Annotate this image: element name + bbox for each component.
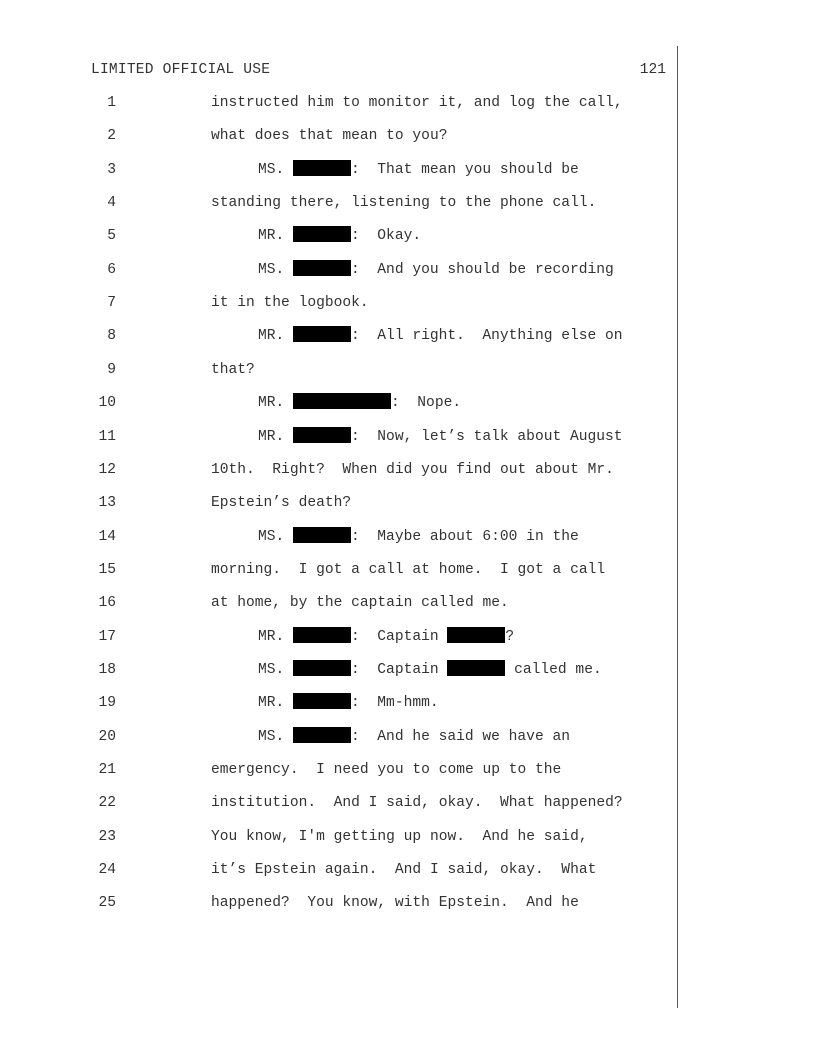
redaction-box bbox=[293, 660, 351, 676]
line-text-segment: MS. bbox=[258, 161, 294, 178]
line-text-segment: : Nope. bbox=[391, 395, 462, 412]
classification-header: LIMITED OFFICIAL USE bbox=[91, 62, 271, 78]
redaction-box bbox=[293, 427, 351, 443]
redaction-box bbox=[293, 160, 351, 176]
line-text bbox=[211, 559, 605, 581]
transcript-line bbox=[0, 225, 680, 247]
line-text bbox=[211, 125, 447, 147]
line-text-segment: MS. bbox=[258, 661, 294, 678]
transcript-line bbox=[0, 859, 680, 881]
transcript-line bbox=[0, 392, 680, 414]
line-number: 16 bbox=[98, 595, 116, 612]
line-text-segment: standing there, listening to the phone call. bbox=[211, 195, 597, 212]
transcript-line bbox=[0, 426, 680, 448]
line-text-segment: emergency. I need you to come up to the bbox=[211, 762, 562, 778]
line-number: 5 bbox=[107, 228, 116, 245]
line-text bbox=[258, 392, 461, 414]
redaction-box bbox=[293, 727, 351, 743]
transcript-line bbox=[0, 192, 680, 214]
line-text-segment: MR. bbox=[258, 695, 294, 712]
line-text bbox=[211, 459, 614, 481]
line-text-segment: it’s Epstein again. And I said, okay. What bbox=[211, 862, 597, 879]
line-number: 3 bbox=[107, 161, 116, 178]
transcript-line bbox=[0, 626, 680, 648]
line-text bbox=[258, 659, 602, 681]
line-text-segment: MS. bbox=[258, 528, 294, 545]
line-text bbox=[211, 759, 561, 781]
line-text-segment: : Maybe about 6:00 in the bbox=[351, 528, 579, 545]
line-number: 22 bbox=[98, 795, 116, 812]
transcript-line bbox=[0, 659, 680, 681]
line-text bbox=[211, 192, 596, 214]
redaction-box bbox=[293, 326, 351, 342]
line-number: 11 bbox=[98, 428, 116, 445]
line-number: 1 bbox=[107, 95, 116, 111]
line-text-segment: : Captain bbox=[351, 628, 448, 645]
page-number: 121 bbox=[639, 62, 666, 78]
line-number: 7 bbox=[107, 295, 116, 312]
line-text bbox=[258, 692, 439, 714]
line-text-segment: : And he said we have an bbox=[351, 728, 570, 745]
line-number: 19 bbox=[98, 695, 116, 712]
transcript-line bbox=[0, 792, 680, 814]
line-text-segment: : Mm-hmm. bbox=[351, 695, 439, 712]
transcript-line bbox=[0, 459, 680, 481]
transcript-line bbox=[0, 492, 680, 514]
transcript-line bbox=[0, 559, 680, 581]
line-text-segment: MR. bbox=[258, 628, 294, 645]
line-text-segment: called me. bbox=[505, 661, 602, 678]
line-text bbox=[211, 892, 579, 914]
line-text-segment: MR. bbox=[258, 228, 294, 245]
redaction-box bbox=[293, 226, 351, 242]
transcript-line bbox=[0, 759, 680, 781]
line-text-segment: : Captain bbox=[351, 661, 448, 678]
transcript-line bbox=[0, 92, 680, 114]
line-text-segment: 10th. Right? When did you find out about Mr. bbox=[211, 461, 614, 478]
line-text-segment: institution. And I said, okay. What happened? bbox=[211, 795, 623, 812]
line-text bbox=[211, 492, 351, 514]
line-text-segment: ? bbox=[505, 628, 515, 645]
redaction-box bbox=[293, 627, 351, 643]
line-text-segment: morning. I got a call at home. I got a call bbox=[211, 561, 606, 578]
line-text bbox=[258, 259, 614, 281]
transcript-line bbox=[0, 692, 680, 714]
line-number: 14 bbox=[98, 528, 116, 545]
line-text-segment: it in the logbook. bbox=[211, 295, 369, 312]
line-text-segment: Epstein’s death? bbox=[211, 495, 352, 512]
line-number: 21 bbox=[98, 762, 116, 778]
line-number: 4 bbox=[107, 195, 116, 212]
line-text-segment: : Now, let’s talk about August bbox=[351, 428, 623, 445]
line-text bbox=[211, 359, 255, 381]
line-number: 13 bbox=[98, 495, 116, 512]
redaction-box bbox=[447, 660, 505, 676]
line-text-segment: what does that mean to you? bbox=[211, 128, 448, 145]
line-text-segment: MR. bbox=[258, 428, 294, 445]
line-text bbox=[258, 426, 623, 448]
transcript-line bbox=[0, 892, 680, 914]
transcript-line bbox=[0, 726, 680, 748]
line-text bbox=[258, 726, 570, 748]
transcript-line bbox=[0, 125, 680, 147]
line-text bbox=[258, 325, 623, 347]
line-number: 9 bbox=[107, 361, 116, 378]
line-number: 12 bbox=[98, 461, 116, 478]
line-text-segment: that? bbox=[211, 361, 255, 378]
line-number: 25 bbox=[98, 895, 116, 912]
redaction-box bbox=[447, 627, 505, 643]
redaction-box bbox=[293, 527, 351, 543]
line-text-segment: : Okay. bbox=[351, 228, 422, 245]
line-text bbox=[211, 592, 509, 614]
line-number: 18 bbox=[98, 661, 116, 678]
line-text-segment: : That mean you should be bbox=[351, 161, 579, 178]
line-text-segment: MR. bbox=[258, 328, 294, 345]
redaction-box bbox=[293, 693, 351, 709]
line-text bbox=[258, 159, 579, 181]
line-text bbox=[258, 626, 514, 648]
line-number: 17 bbox=[98, 628, 116, 645]
line-text bbox=[258, 526, 579, 548]
transcript-line bbox=[0, 292, 680, 314]
transcript-line bbox=[0, 325, 680, 347]
line-text-segment: MR. bbox=[258, 395, 294, 412]
transcript-line bbox=[0, 826, 680, 848]
line-number: 24 bbox=[98, 862, 116, 879]
transcript-line bbox=[0, 592, 680, 614]
transcript-line bbox=[0, 259, 680, 281]
transcript-line bbox=[0, 359, 680, 381]
line-text bbox=[211, 826, 588, 848]
line-number: 23 bbox=[98, 828, 116, 845]
line-number: 10 bbox=[98, 395, 116, 412]
line-text bbox=[211, 292, 369, 314]
line-text bbox=[211, 859, 596, 881]
line-number: 8 bbox=[107, 328, 116, 345]
line-text-segment: happened? You know, with Epstein. And he bbox=[211, 895, 579, 912]
transcript-line bbox=[0, 526, 680, 548]
redaction-box bbox=[293, 393, 391, 409]
line-number: 15 bbox=[98, 561, 116, 578]
redaction-box bbox=[293, 260, 351, 276]
line-text bbox=[211, 92, 623, 114]
line-text-segment: : All right. Anything else on bbox=[351, 328, 623, 345]
line-text-segment: MS. bbox=[258, 261, 294, 278]
line-number: 2 bbox=[107, 128, 116, 145]
line-text-segment: You know, I'm getting up now. And he said, bbox=[211, 828, 588, 845]
line-text-segment: : And you should be recording bbox=[351, 261, 614, 278]
line-text bbox=[258, 225, 421, 247]
line-text bbox=[211, 792, 623, 814]
transcript-line bbox=[0, 159, 680, 181]
line-text-segment: instructed him to monitor it, and log the call, bbox=[211, 95, 623, 111]
line-number: 6 bbox=[107, 261, 116, 278]
line-text-segment: at home, by the captain called me. bbox=[211, 595, 509, 612]
line-number: 20 bbox=[98, 728, 116, 745]
line-text-segment: MS. bbox=[258, 728, 294, 745]
